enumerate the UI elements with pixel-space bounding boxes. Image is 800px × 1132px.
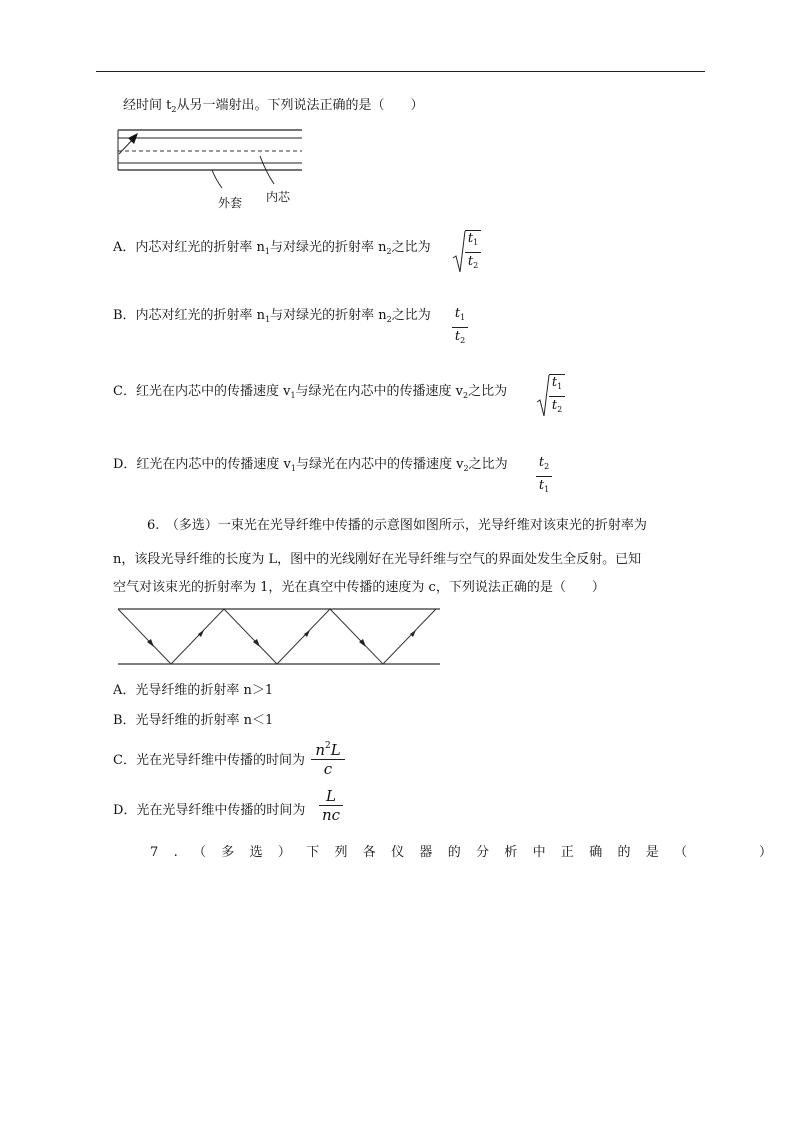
option-5a: A．内芯对红光的折射率 $n_1$与对绿光的折射率 $n_2$之比为	[113, 240, 431, 256]
option-5d: D．红光在内芯中的传播速度 $v_1$与绿光在内芯中的传播速度 $v_2$之比为	[113, 457, 508, 473]
fraction-5a: $t_1$ $t_2$	[465, 230, 481, 274]
fiber-diagram-1	[112, 122, 312, 212]
fraction-6d: L nc	[319, 788, 343, 823]
fiber-diagram-2	[114, 604, 444, 670]
header-rule	[96, 71, 705, 72]
q6-stem-line-2: n，该段光导纤维的长度为 L，图中的光线刚好在光导纤维与空气的界面处发生全反射。已知	[113, 552, 642, 567]
fraction-5b: $t_1$ $t_2$	[452, 306, 468, 349]
fraction-5d: $t_2$ $t_1$	[536, 455, 552, 498]
fraction-6c: $n^2L$ c	[311, 738, 345, 777]
option-6a: A．光导纤维的折射率 n＞1	[113, 683, 274, 698]
intro-line: 经时间 $t_2$从另一端射出。下列说法正确的是（ ）	[123, 98, 424, 114]
q7-stem: 7.（多选）下列各仪器的分析中正确的是（ ）	[150, 845, 788, 860]
sqrt-sign-5c	[536, 374, 550, 418]
inner-core-label: 内芯	[266, 190, 291, 204]
outer-sheath-label: 外套	[218, 196, 243, 210]
option-6b: B．光导纤维的折射率 n＜1	[113, 713, 274, 728]
q6-stem-line-3: 空气对该束光的折射率为 1，光在真空中传播的速度为 c，下列说法正确的是（ ）	[113, 580, 605, 595]
option-5b: B．内芯对红光的折射率 $n_1$与对绿光的折射率 $n_2$之比为	[113, 308, 431, 324]
option-6c: C．光在光导纤维中传播的时间为	[113, 753, 305, 768]
option-5c: C．红光在内芯中的传播速度 $v_1$与绿光在内芯中的传播速度 $v_2$之比为	[113, 384, 508, 400]
q6-stem-line-1: 6. （多选）一束光在光导纤维中传播的示意图如图所示，光导纤维对该束光的折射率为	[147, 518, 647, 533]
option-6d: D．光在光导纤维中传播的时间为	[113, 803, 306, 818]
sqrt-sign-5a	[452, 230, 466, 274]
fraction-5c: $t_1$ $t_2$	[549, 374, 565, 418]
